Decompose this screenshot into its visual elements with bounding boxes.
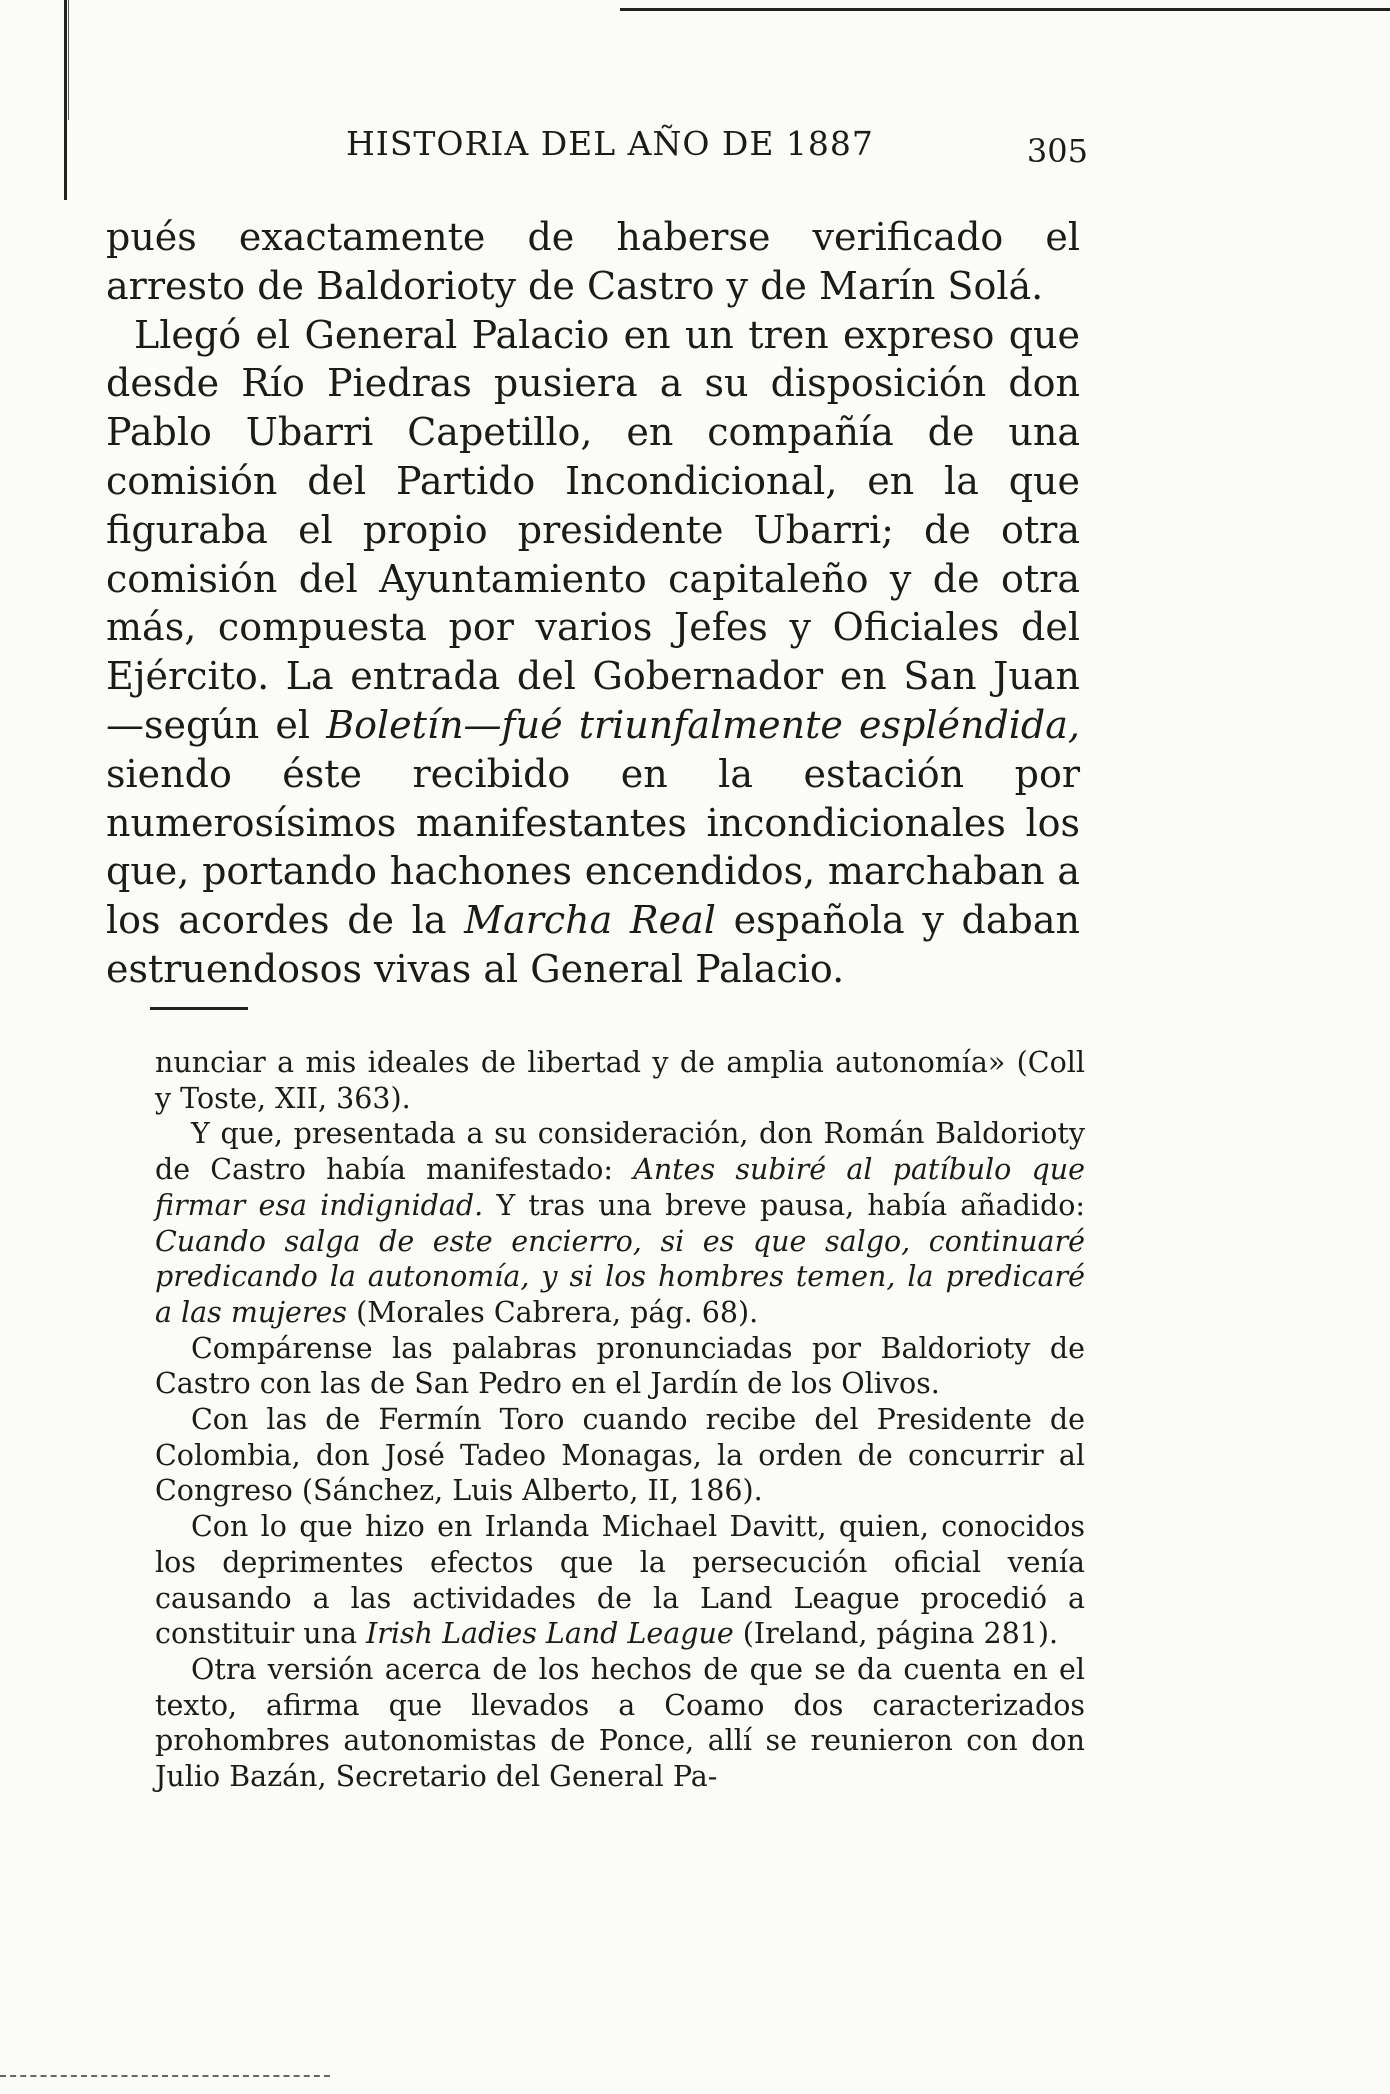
- fn5-text-c: (Ireland, página 281).: [733, 1617, 1059, 1651]
- paragraph-1: pués exactamente de haberse verificado el arresto de Baldorioty de Castro y de Marín Solá.: [106, 215, 1080, 308]
- footnote-4: Con las de Fermín Toro cuando recibe del Presidente de Colombia, don José Tadeo Monagas, la orden de concurrir al Congreso (Sánchez, Luis Alberto, II, 186).: [155, 1403, 1085, 1508]
- page-header: [108, 120, 1088, 170]
- footnotes: [155, 1045, 1085, 1795]
- fn2-text-c: Y tras una breve pausa, había añadido:: [483, 1188, 1085, 1222]
- scan-edge-bottom: [0, 2075, 330, 2077]
- footnote-2: [155, 1116, 1085, 1330]
- scan-edge-left-inner: [68, 0, 69, 120]
- scan-edge-top: [620, 8, 1390, 11]
- page-number: 305: [1026, 132, 1088, 170]
- paragraph-2: [106, 311, 1080, 994]
- p2-text-e: española y daban estruendosos vivas al General Palacio.: [106, 898, 1080, 991]
- fn2-italic-quote-2: Cuando salga de este encierro, si es que salgo, continuaré predicando la autonomía, y si los hombres temen, la predicaré a las mujeres: [155, 1224, 1085, 1329]
- p2-text-a: Llegó el General Palacio en un tren expreso que desde Río Piedras pusiera a su disposición don Pablo Ubarri Capetillo, en compañía de una comisión del Partido Incondicional, en la que figuraba el propio presidente Ubarri; de otra comisión del Ayuntamiento capitaleño y de otra más, compuesta por varios Jefes y Oficiales del Ejército. La entrada del Gobernador en San Juan—según el: [106, 312, 1080, 747]
- fn5-italic-title: Irish Ladies Land League: [366, 1617, 734, 1651]
- footnote-1: nunciar a mis ideales de libertad y de amplia autonomía» (Coll y Toste, XII, 363).: [155, 1046, 1085, 1115]
- running-title: HISTORIA DEL AÑO DE 1887: [346, 124, 874, 163]
- fn2-text-e: (Morales Cabrera, pág. 68).: [347, 1295, 759, 1329]
- p2-italic-boletin: Boletín—fué triunfalmente espléndida,: [326, 702, 1080, 747]
- main-text: [106, 213, 1080, 994]
- fn2-text-a: Y que, presentada a su consideración, don Román Baldorioty de Castro había manifestado:: [155, 1117, 1085, 1187]
- footnote-6: Otra versión acerca de los hechos de que se da cuenta en el texto, afirma que llevados a Coamo dos caracterizados prohombres autonomistas de Ponce, allí se reunieron con don Julio Bazán, Secretario del General Pa-: [155, 1652, 1085, 1794]
- footnote-divider: [150, 1007, 248, 1010]
- fn5-text-a: Con lo que hizo en Irlanda Michael Davitt, quien, conocidos los deprimentes efectos que la persecución oficial venía causando a las actividades de la Land League procedió a constituir una: [155, 1510, 1085, 1651]
- fn2-italic-quote-1: Antes subiré al patíbulo que firmar esa indignidad.: [155, 1153, 1085, 1222]
- footnote-5: [155, 1509, 1085, 1652]
- p2-italic-marcha-real: Marcha Real: [464, 898, 716, 943]
- scan-edge-left: [64, 0, 67, 200]
- p2-text-c: siendo éste recibido en la estación por numerosísimos manifestantes incondicionales los que, portando hachones encendidos, marchaban a los acordes de la: [106, 751, 1080, 943]
- footnote-3: Compárense las palabras pronunciadas por Baldorioty de Castro con las de San Pedro en el Jardín de los Olivos.: [155, 1331, 1085, 1401]
